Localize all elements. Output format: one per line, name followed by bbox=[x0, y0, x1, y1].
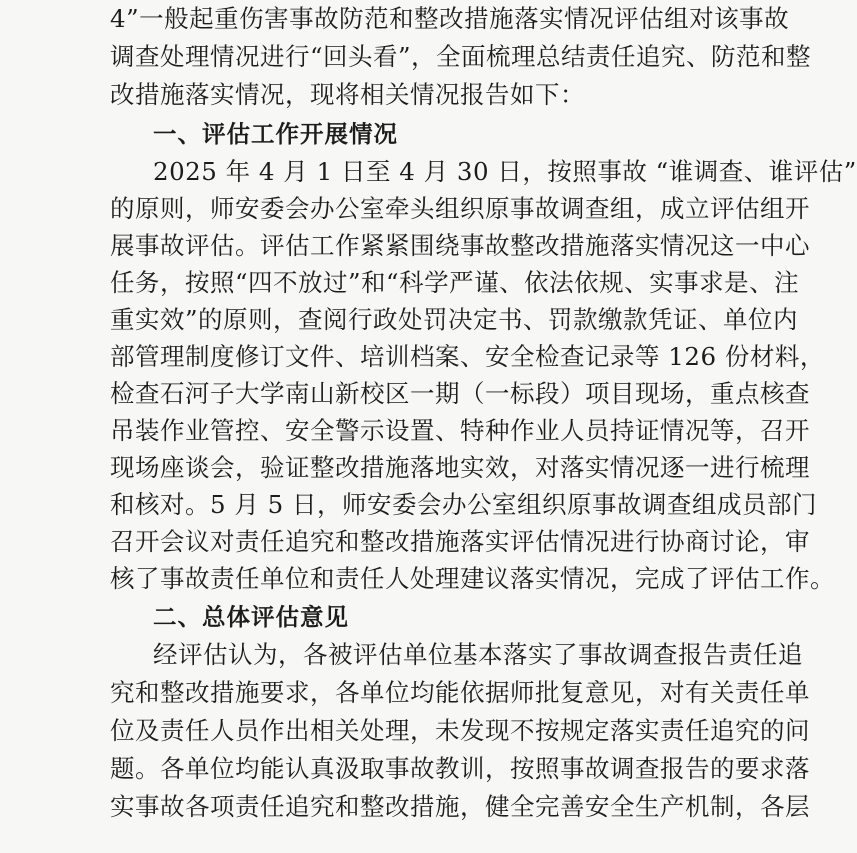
paragraph-3-line-5: 实事故各项责任追究和整改措施，健全完善安全生产机制，各层 bbox=[110, 792, 810, 821]
paragraph-2-line-10: 和核对。5 月 5 日，师安委会办公室组织原事故调查组成员部门 bbox=[110, 490, 818, 519]
paragraph-3-line-2: 究和整改措施要求，各单位均能依据师批复意见，对有关责任单 bbox=[110, 678, 810, 707]
paragraph-3-line-3: 位及责任人员作出相关处理，未发现不按规定落实责任追究的问 bbox=[110, 716, 810, 745]
paragraph-2-line-1: 2025 年 4 月 1 日至 4 月 30 日，按照事故 “谁调查、谁评估” bbox=[153, 157, 857, 186]
paragraph-2-line-7: 检查石河子大学南山新校区一期（一标段）项目现场，重点核查 bbox=[110, 379, 810, 408]
paragraph-3-line-1: 经评估认为，各被评估单位基本落实了事故调查报告责任追 bbox=[153, 640, 803, 669]
paragraph-1-line-3: 改措施落实情况，现将相关情况报告如下： bbox=[110, 80, 585, 109]
paragraph-3-line-4: 题。各单位均能认真汲取事故教训，按照事故调查报告的要求落 bbox=[110, 754, 810, 783]
paragraph-2-line-6: 部管理制度修订文件、培训档案、安全检查记录等 126 份材料， bbox=[110, 342, 825, 371]
paragraph-1-line-1: 4”一般起重伤害事故防范和整改措施落实情况评估组对该事故 bbox=[110, 4, 790, 33]
paragraph-2-line-9: 现场座谈会，验证整改措施落地实效，对落实情况逐一进行梳理 bbox=[110, 453, 810, 482]
paragraph-2-line-11: 召开会议对责任追究和整改措施落实评估情况进行协商讨论，审 bbox=[110, 527, 810, 556]
paragraph-2-line-12: 核了事故责任单位和责任人处理建议落实情况，完成了评估工作。 bbox=[110, 564, 835, 593]
paragraph-1-line-2: 调查处理情况进行“回头看”，全面梳理总结责任追究、防范和整 bbox=[110, 42, 812, 71]
section-heading-1: 一、评估工作开展情况 bbox=[153, 120, 398, 148]
paragraph-2-line-5: 重实效”的原则，查阅行政处罚决定书、罚款缴款凭证、单位内 bbox=[110, 305, 799, 334]
section-heading-2: 二、总体评估意见 bbox=[153, 603, 349, 631]
paragraph-2-line-8: 吊装作业管控、安全警示设置、特种作业人员持证情况等，召开 bbox=[110, 416, 810, 445]
paragraph-2-line-3: 展事故评估。评估工作紧紧围绕事故整改措施落实情况这一中心 bbox=[110, 231, 810, 260]
paragraph-2-line-4: 任务，按照“四不放过”和“科学严谨、依法依规、实事求是、注 bbox=[110, 268, 800, 297]
paragraph-2-line-2: 的原则，师安委会办公室牵头组织原事故调查组，成立评估组开 bbox=[110, 194, 810, 223]
